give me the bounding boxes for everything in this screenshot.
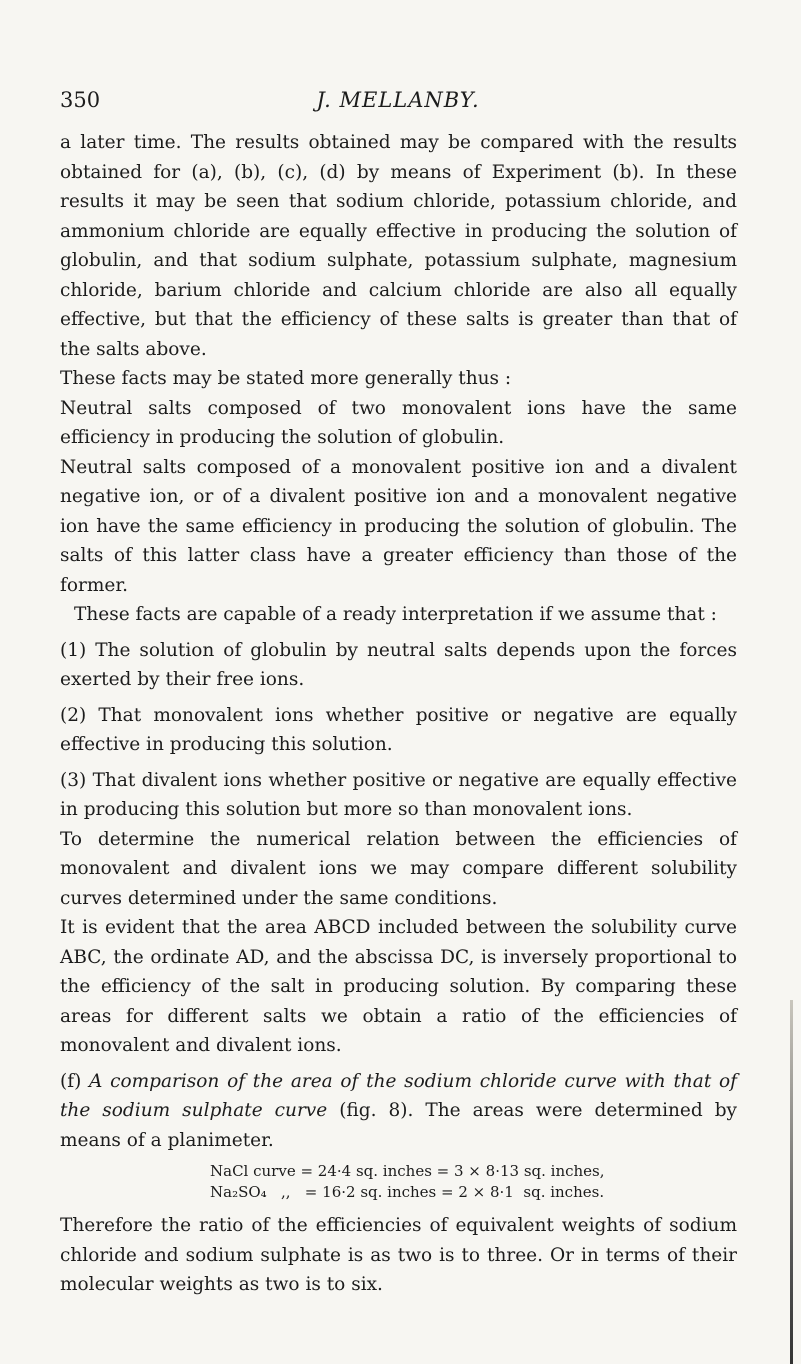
formula-block [210, 1161, 737, 1203]
paragraph: These facts are capable of a ready interpretation if we assume that : [74, 604, 717, 625]
running-head: J. MELLANBY. [316, 88, 480, 112]
section-label: (f) [60, 1070, 82, 1092]
section-title: A comparison of the area of the sodium chloride curve with that of the sodium sulphate curve [60, 1070, 737, 1121]
section-text: (fig. 8). The areas were determined by means of a planimeter. [60, 1100, 737, 1151]
paragraph: (3) That divalent ions whether positive or negative are equally effective in producing this solution but more so than monovalent ions. [60, 769, 737, 820]
paragraph: To determine the numerical relation between the efficiencies of monovalent and divalent ions we may compare different solubility curves determined under the same conditions. [60, 828, 737, 909]
formula-line: NaCl curve = 24·4 sq. inches = 3 × 8·13 sq. inches, [210, 1162, 605, 1180]
paragraph: (2) That monovalent ions whether positive or negative are equally effective in producing this solution. [60, 704, 737, 755]
page-edge-shadow [790, 1000, 793, 1364]
paragraph: It is evident that the area ABCD included between the solubility curve ABC, the ordinate AD, and the abscissa DC, is inversely proportional to the efficiency of the salt in producing solution. By comparing these areas for different salts we obtain a ratio of the efficiencies of monovalent and divalent ions. [60, 917, 737, 1056]
paragraph-f [60, 1067, 737, 1156]
paragraph: These facts may be stated more generally thus : [60, 368, 512, 389]
paragraph: a later time. The results obtained may be compared with the results obtained for (a), (b), (c), (d) by means of Experiment (b). In these results it may be seen that sodium chloride, potassium chloride, and ammonium chloride are equally effective in producing the solution of globulin, and that sodium sulphate, potassium sulphate, magnesium chloride, barium chloride and calcium chloride are also all equally effective, but that the efficiency of these salts is greater than that of the salts above. [60, 132, 737, 360]
paragraph: Neutral salts composed of a monovalent positive ion and a divalent negative ion, or of a divalent positive ion and a monovalent negative ion have the same efficiency in producing the solution of globulin. The salts of this latter class have a greater efficiency than those of the former. [60, 456, 737, 596]
page-header [60, 88, 736, 118]
paragraph: Therefore the ratio of the efficiencies of equivalent weights of sodium chloride and sodium sulphate is as two is to three. Or in terms of their molecular weights as two is to six. [60, 1215, 737, 1295]
page-number: 350 [60, 88, 101, 112]
formula-line: Na₂SO₄ ,, = 16·2 sq. inches = 2 × 8·1 sq. inches. [210, 1183, 605, 1201]
paragraph: Neutral salts composed of two monovalent ions have the same efficiency in producing the solution of globulin. [60, 397, 737, 448]
paragraph: (1) The solution of globulin by neutral salts depends upon the forces exerted by their free ions. [60, 639, 737, 690]
body-text [60, 128, 737, 1300]
